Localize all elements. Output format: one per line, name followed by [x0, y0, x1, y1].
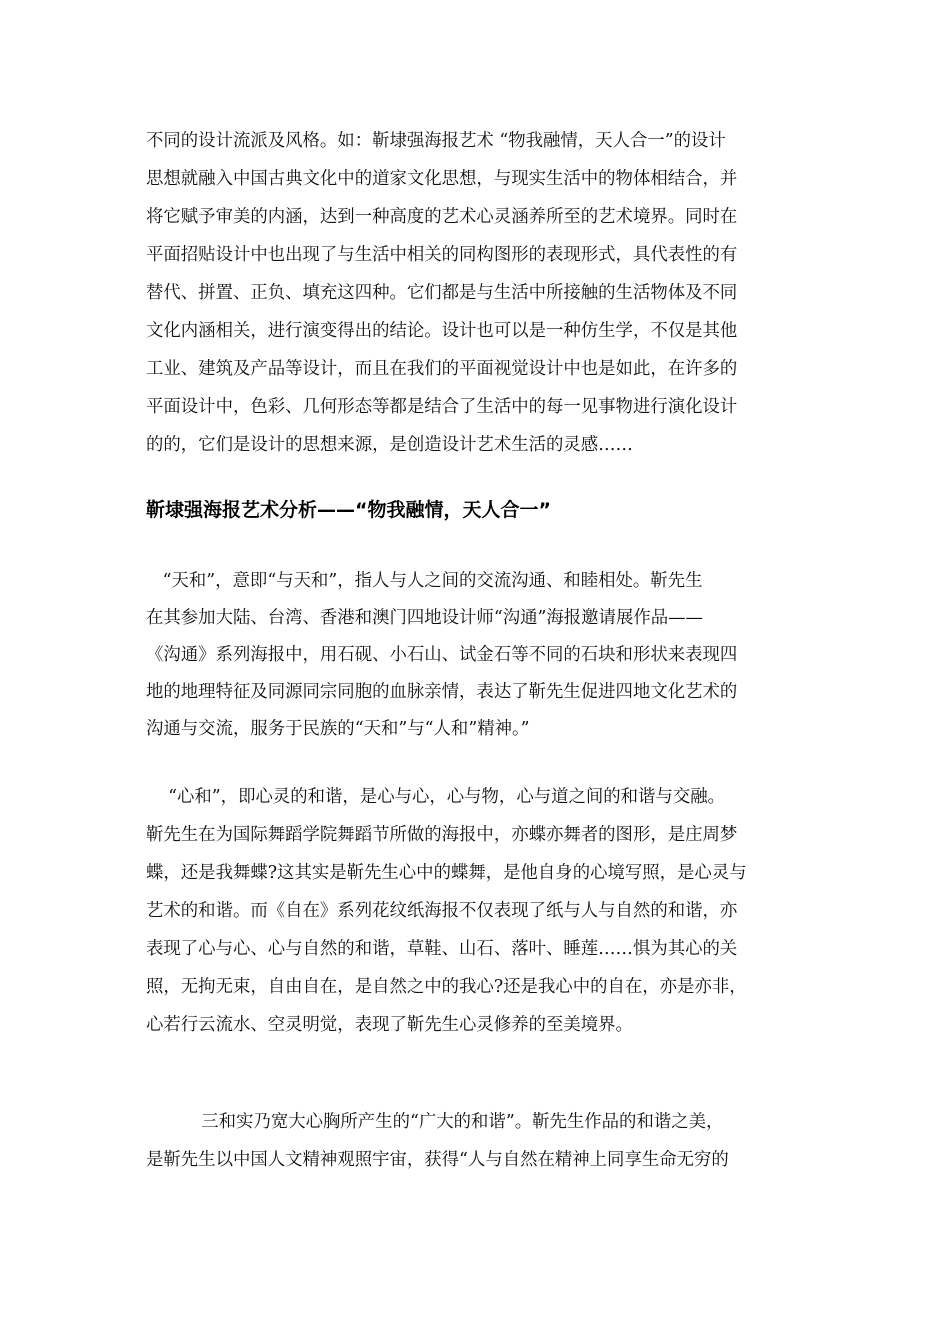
- text-line: 将它赋予审美的内涵，达到一种高度的艺术心灵涵养所至的艺术境界。同时在: [146, 207, 738, 227]
- text-line: “天和”，意即“与天和”，指人与人之间的交流沟通、和睦相处。靳先生: [146, 571, 703, 591]
- text-line: 照，无拘无束，自由自在，是自然之中的我心?还是我心中的自在，亦是亦非，: [146, 977, 747, 997]
- text-line: 是靳先生以中国人文精神观照宇宙，获得“人与自然在精神上同享生命无穷的: [146, 1150, 729, 1170]
- text-line: “心和”，即心灵的和谐，是心与心，心与物，心与道之间的和谐与交融。: [146, 787, 726, 807]
- text-line: 的的，它们是设计的思想来源，是创造设计艺术生活的灵感……: [146, 435, 633, 455]
- text-line: 表现了心与心、心与自然的和谐，草鞋、山石、落叶、睡莲……惧为其心的关: [146, 939, 738, 959]
- text-line: 艺术的和谐。而《自在》系列花纹纸海报不仅表现了纸与人与自然的和谐，亦: [146, 901, 738, 921]
- section-heading: 靳埭强海报艺术分析——“物我融情，天人合一”: [146, 499, 551, 521]
- paragraph-tianhe: [146, 563, 806, 748]
- text-line: 沟通与交流，服务于民族的“天和”与“人和”精神。”: [146, 719, 530, 739]
- text-line: 不同的设计流派及风格。如：靳埭强海报艺术 “物我融情，天人合一”的设计: [146, 131, 726, 151]
- text-line: 《沟通》系列海报中，用石砚、小石山、试金石等不同的石块和形状来表现四: [146, 645, 738, 665]
- text-line: 三和实乃宽大心胸所产生的“广大的和谐”。靳先生作品的和谐之美，: [146, 1112, 724, 1132]
- text-line: 靳先生在为国际舞蹈学院舞蹈节所做的海报中，亦蝶亦舞者的图形，是庄周梦: [146, 825, 738, 845]
- text-line: 蝶，还是我舞蝶?这其实是靳先生心中的蝶舞，是他自身的心境写照，是心灵与: [146, 863, 747, 883]
- text-line: 文化内涵相关，进行演变得出的结论。设计也可以是一种仿生学，不仅是其他: [146, 321, 738, 341]
- paragraph-xinhe: [146, 778, 806, 1044]
- text-line: 地的地理特征及同源同宗同胞的血脉亲情，表达了靳先生促进四地文化艺术的: [146, 682, 738, 702]
- text-line: 平面设计中，色彩、几何形态等都是结合了生活中的每一见事物进行演化设计: [146, 397, 738, 417]
- intro-paragraph: [146, 122, 806, 464]
- text-line: 平面招贴设计中也出现了与生活中相关的同构图形的表现形式，具代表性的有: [146, 245, 738, 265]
- text-line: 工业、建筑及产品等设计，而且在我们的平面视觉设计中也是如此，在许多的: [146, 359, 738, 379]
- text-line: 思想就融入中国古典文化中的道家文化思想，与现实生活中的物体相结合，并: [146, 169, 738, 189]
- text-line: 心若行云流水、空灵明觉，表现了靳先生心灵修养的至美境界。: [146, 1015, 633, 1035]
- text-line: 在其参加大陆、台湾、香港和澳门四地设计师“沟通”海报邀请展作品——: [146, 608, 703, 628]
- text-line: 替代、拼置、正负、填充这四种。它们都是与生活中所接触的生活物体及不同: [146, 283, 738, 303]
- paragraph-sanhe: [146, 1103, 806, 1179]
